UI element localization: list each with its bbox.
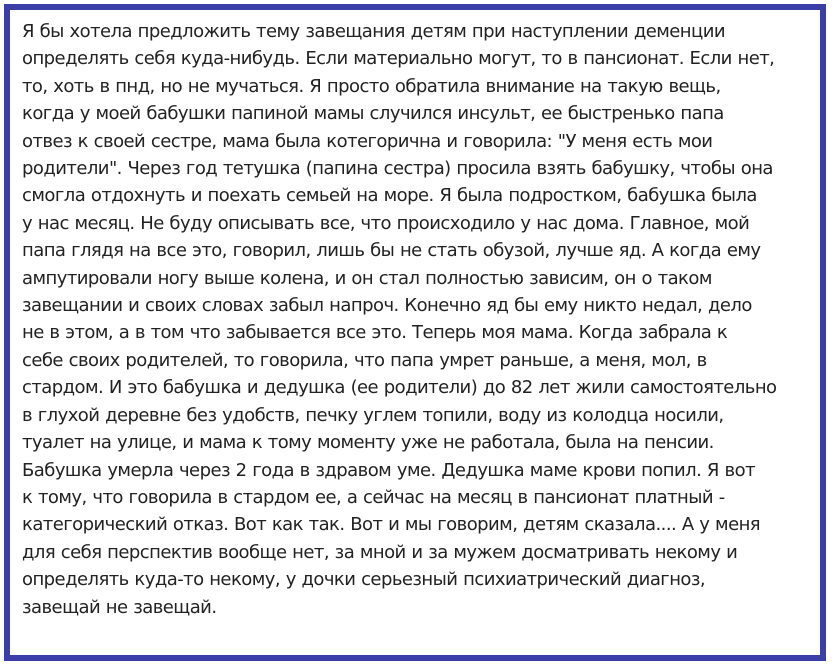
text-line: ампутировали ногу выше колена, и он стал полностью зависим, он о таком [22,267,712,289]
text-line: родители". Через год тетушка (папина сестра) просила взять бабушку, чтобы она [22,158,773,180]
text-line: Бабушка умерла через 2 года в здравом уме. Дедушка маме крови попил. Я вот [22,459,756,481]
text-line: категорический отказ. Вот как так. Вот и мы говорим, детям сказала.... А у меня [22,514,761,536]
post-text [22,18,812,621]
text-line: Я бы хотела предложить тему завещания детям при наступлении деменции [22,21,726,42]
text-line: у нас месяц. Не буду описывать все, что происходило у нас дома. Главное, мой [22,212,750,234]
text-line: завещай не завещай. [22,596,217,618]
text-line: завещании и своих словах забыл напроч. Конечно яд бы ему никто недал, дело [22,295,752,317]
text-line: стардом. И это бабушка и дедушка (ее родители) до 82 лет жили самостоятельно [22,377,777,399]
text-line: не в этом, а в том что забывается все это. Теперь моя мама. Когда забрала к [22,322,728,344]
post-frame [4,4,826,661]
text-line: то, хоть в пнд, но не мучаться. Я просто обратила внимание на такую вещь, [22,75,721,97]
text-line: отвез к своей сестре, мама была котегорична и говорила: "У меня есть мои [22,130,713,152]
text-line: к тому, что говорила в стардом ее, а сейчас на месяц в пансионат платный - [22,486,725,508]
text-line: смогла отдохнуть и поехать семьей на море. Я была подростком, бабушка была [22,185,757,207]
text-line: для себя перспектив вообще нет, за мной и за мужем досматривать некому и [22,541,738,563]
text-line: туалет на улице, и мама к тому моменту уже не работала, была на пенсии. [22,432,714,454]
text-line: определять себя куда-нибудь. Если материально могут, то в пансионат. Если нет, [22,48,775,70]
text-line: в глухой деревне без удобств, печку углем топили, воду из колодца носили, [22,404,724,426]
text-line: определять куда-то некому, у дочки серьезный психиатрический диагноз, [22,569,706,591]
text-line: себе своих родителей, то говорила, что папа умрет раньше, а меня, мол, в [22,349,707,371]
text-line: когда у моей бабушки папиной мамы случился инсульт, ее быстренько папа [22,103,724,125]
text-line: папа глядя на все это, говорил, лишь бы не стать обузой, лучше яд. А когда ему [22,240,761,262]
